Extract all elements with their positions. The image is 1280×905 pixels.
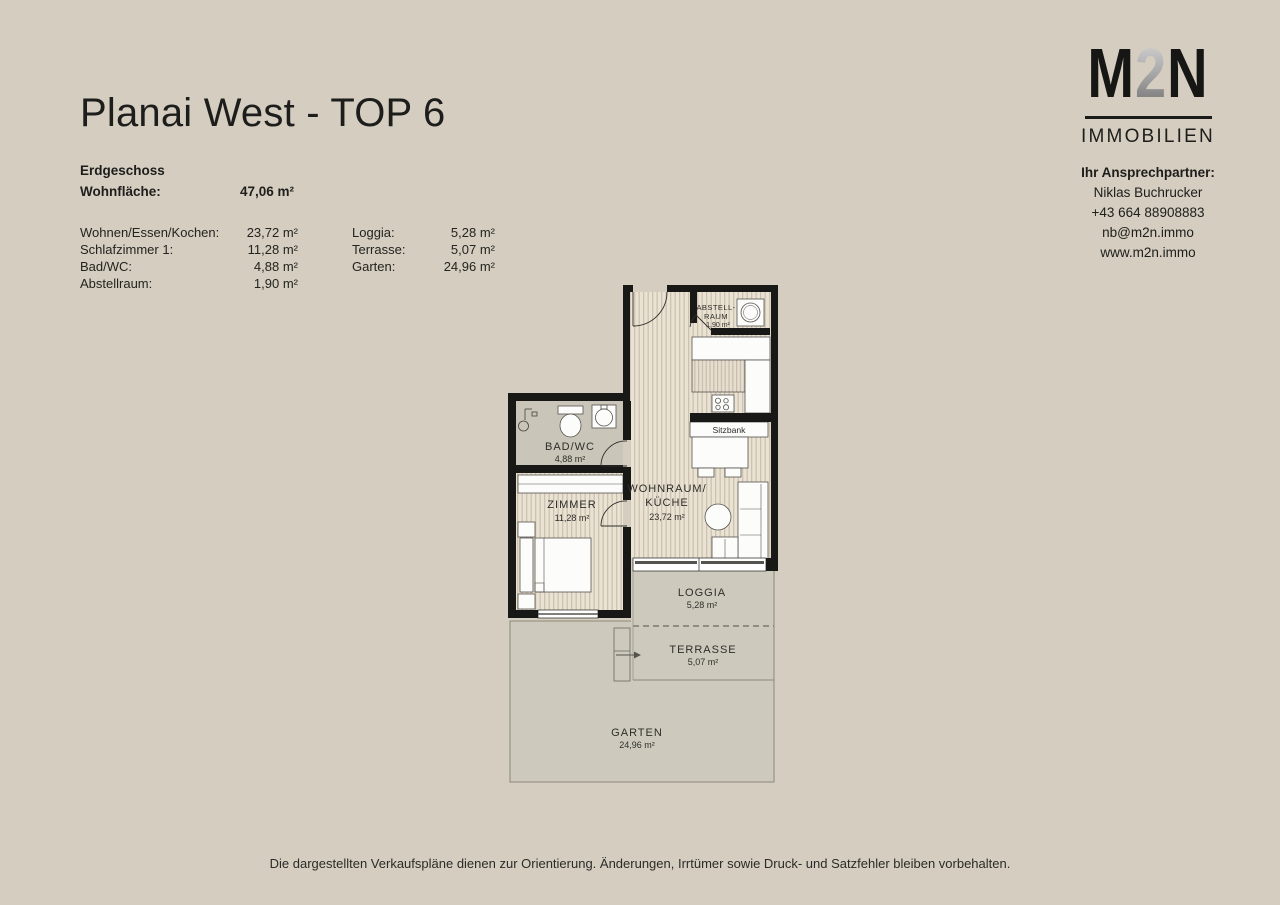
room-label: Terrasse: (352, 242, 406, 257)
floor-label: Erdgeschoss (80, 163, 165, 178)
svg-text:KÜCHE: KÜCHE (645, 497, 689, 509)
room-area-table (80, 224, 495, 292)
svg-text:RAUM: RAUM (704, 312, 728, 321)
table-row (80, 241, 495, 258)
sink-icon (592, 405, 616, 428)
contact-email: nb@m2n.immo (1102, 225, 1194, 240)
terrace-label: TERRASSE (669, 644, 737, 656)
nightstand (518, 522, 535, 537)
room-label: Wohnen/Essen/Kochen: (80, 225, 220, 240)
svg-text:5,28 m²: 5,28 m² (686, 600, 718, 610)
table-row (80, 258, 495, 275)
room-value: 11,28 m² (247, 242, 298, 257)
toilet-icon (558, 406, 583, 437)
room-label: Bad/WC: (80, 259, 133, 274)
living-room-window (633, 558, 766, 571)
bed (535, 538, 591, 592)
living-area-value: 47,06 m² (240, 184, 295, 199)
svg-text:23,72 m²: 23,72 m² (649, 512, 685, 522)
loggia-label: LOGGIA (677, 587, 727, 599)
contact-block (1050, 163, 1246, 263)
contact-name: Niklas Buchrucker (1093, 185, 1203, 200)
room-value: 1,90 m² (253, 276, 298, 291)
logo-subtitle: IMMOBILIEN (1081, 126, 1215, 147)
table-row (80, 275, 495, 292)
svg-text:5,07 m²: 5,07 m² (687, 657, 719, 667)
bedroom-label: ZIMMER (547, 499, 597, 511)
living-area-row (80, 184, 380, 199)
logo-digit-2: 2 (1135, 33, 1168, 112)
disclaimer: Die dargestellten Verkaufspläne dienen zur Orientierung. Änderungen, Irrtümer sowie Druck- und Satzfehler bleiben vorbehalten. (269, 856, 1011, 871)
chair (698, 468, 714, 477)
bed-headboard (520, 538, 533, 592)
svg-text:4,88 m²: 4,88 m² (554, 454, 586, 464)
svg-text:24,96 m²: 24,96 m² (619, 740, 655, 750)
page-title: Planai West - TOP 6 (80, 91, 446, 135)
kitchen-island (692, 360, 745, 392)
chair (725, 468, 741, 477)
logo-letter-n: N (1167, 33, 1209, 112)
dining-table (692, 437, 748, 468)
bathroom-label: BAD/WC (545, 441, 595, 453)
room-label: Abstellraum: (80, 276, 153, 291)
stove-icon (712, 395, 734, 412)
room-value: 24,96 m² (443, 259, 495, 274)
logo-letter-m: M (1087, 33, 1136, 112)
table-row (80, 224, 495, 241)
room-value: 5,07 m² (450, 242, 495, 257)
nightstand (518, 594, 535, 609)
storage-label: ABSTELL- (696, 303, 736, 312)
svg-text:1,90 m²: 1,90 m² (706, 322, 730, 329)
room-value: 23,72 m² (246, 225, 298, 240)
washing-machine-icon (737, 299, 764, 326)
kitchen-counter-right (745, 360, 770, 413)
bedroom-window (538, 610, 598, 618)
contact-website: www.m2n.immo (1100, 245, 1196, 260)
garden-label: GARTEN (611, 727, 663, 739)
livingroom-label: WOHNRAUM/ (627, 483, 707, 495)
m2n-logo (1050, 33, 1246, 112)
contact-phone: +43 664 88908883 (1091, 205, 1205, 220)
room-label: Schlafzimmer 1: (80, 242, 174, 257)
company-logo-block (1050, 33, 1246, 263)
kitchen-counter (692, 337, 770, 360)
living-area-label: Wohnfläche: (80, 184, 161, 199)
logo-divider (1085, 116, 1212, 119)
room-label: Loggia: (352, 225, 395, 240)
bench-label: Sitzbank (712, 425, 746, 435)
contact-heading: Ihr Ansprechpartner: (1081, 165, 1215, 180)
svg-text:11,28 m²: 11,28 m² (554, 513, 590, 523)
round-table (705, 504, 731, 530)
room-value: 4,88 m² (253, 259, 298, 274)
room-value: 5,28 m² (450, 225, 495, 240)
floorplan-drawing (508, 285, 778, 790)
room-label: Garten: (352, 259, 396, 274)
